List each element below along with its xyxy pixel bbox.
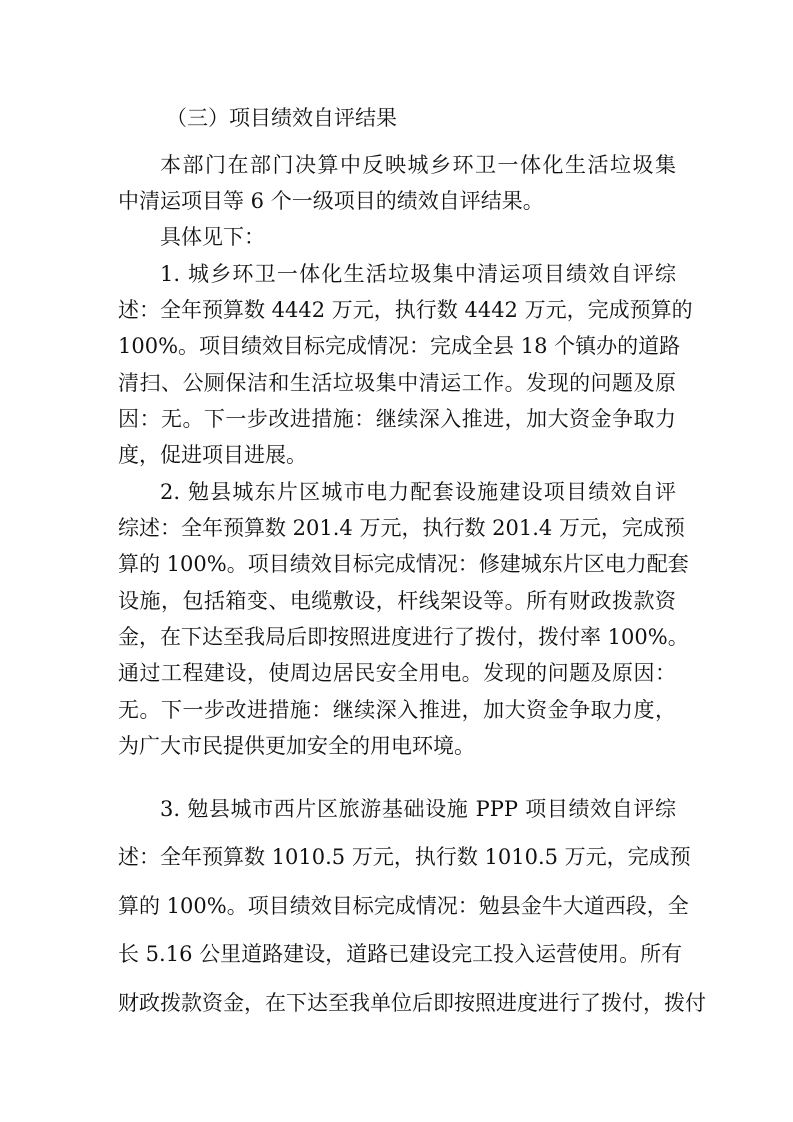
paragraph-line: 清扫、公厕保洁和生活垃圾集中清运工作。发现的问题及原 (118, 371, 676, 395)
paragraph-line: 2. 勉县城东片区城市电力配套设施建设项目绩效自评 (160, 480, 676, 504)
paragraph-line: 3. 勉县城市西片区旅游基础设施 PPP 项目绩效自评综 (160, 797, 676, 821)
paragraph-line: 为广大市民提供更加安全的用电环境。 (118, 734, 475, 758)
paragraph-line: 财政拨款资金，在下达至我单位后即按照进度进行了拨付，拨付 (118, 991, 706, 1015)
paragraph-line: 本部门在部门决算中反映城乡环卫一体化生活垃圾集 (160, 153, 676, 177)
paragraph-line: 综述：全年预算数 201.4 万元，执行数 201.4 万元，完成预 (118, 516, 685, 540)
paragraph-line: 100%。项目绩效目标完成情况：完成全县 18 个镇办的道路 (118, 334, 681, 358)
paragraph-line: 度，促进项目进展。 (118, 443, 307, 467)
paragraph-line: 设施，包括箱变、电缆敷设，杆线架设等。所有财政拨款资 (118, 589, 676, 613)
paragraph-line: 通过工程建设，使周边居民安全用电。发现的问题及原因： (118, 661, 676, 685)
paragraph-line: 1. 城乡环卫一体化生活垃圾集中清运项目绩效自评综 (160, 262, 676, 286)
paragraph-line: 因：无。下一步改进措施：继续深入推进，加大资金争取力 (118, 407, 676, 431)
paragraph-line: 算的 100%。项目绩效目标完成情况：修建城东片区电力配套 (118, 552, 689, 576)
paragraph-line: 述：全年预算数 1010.5 万元，执行数 1010.5 万元，完成预 (118, 845, 691, 869)
paragraph-line: 无。下一步改进措施：继续深入推进，加大资金争取力度， (118, 698, 676, 722)
paragraph-line: 中清运项目等 6 个一级项目的绩效自评结果。 (118, 189, 544, 213)
paragraph-line: 长 5.16 公里道路建设，道路已建设完工投入运营使用。所有 (118, 942, 683, 966)
section-heading: （三）项目绩效自评结果 (166, 106, 397, 130)
paragraph-line: 算的 100%。项目绩效目标完成情况：勉县金牛大道西段，全 (118, 894, 689, 918)
paragraph-line: 金，在下达至我局后即按照进度进行了拨付，拨付率 100%。 (118, 625, 689, 649)
paragraph-line: 述：全年预算数 4442 万元，执行数 4442 万元，完成预算的 (118, 298, 693, 322)
paragraph-line: 具体见下： (160, 225, 265, 249)
